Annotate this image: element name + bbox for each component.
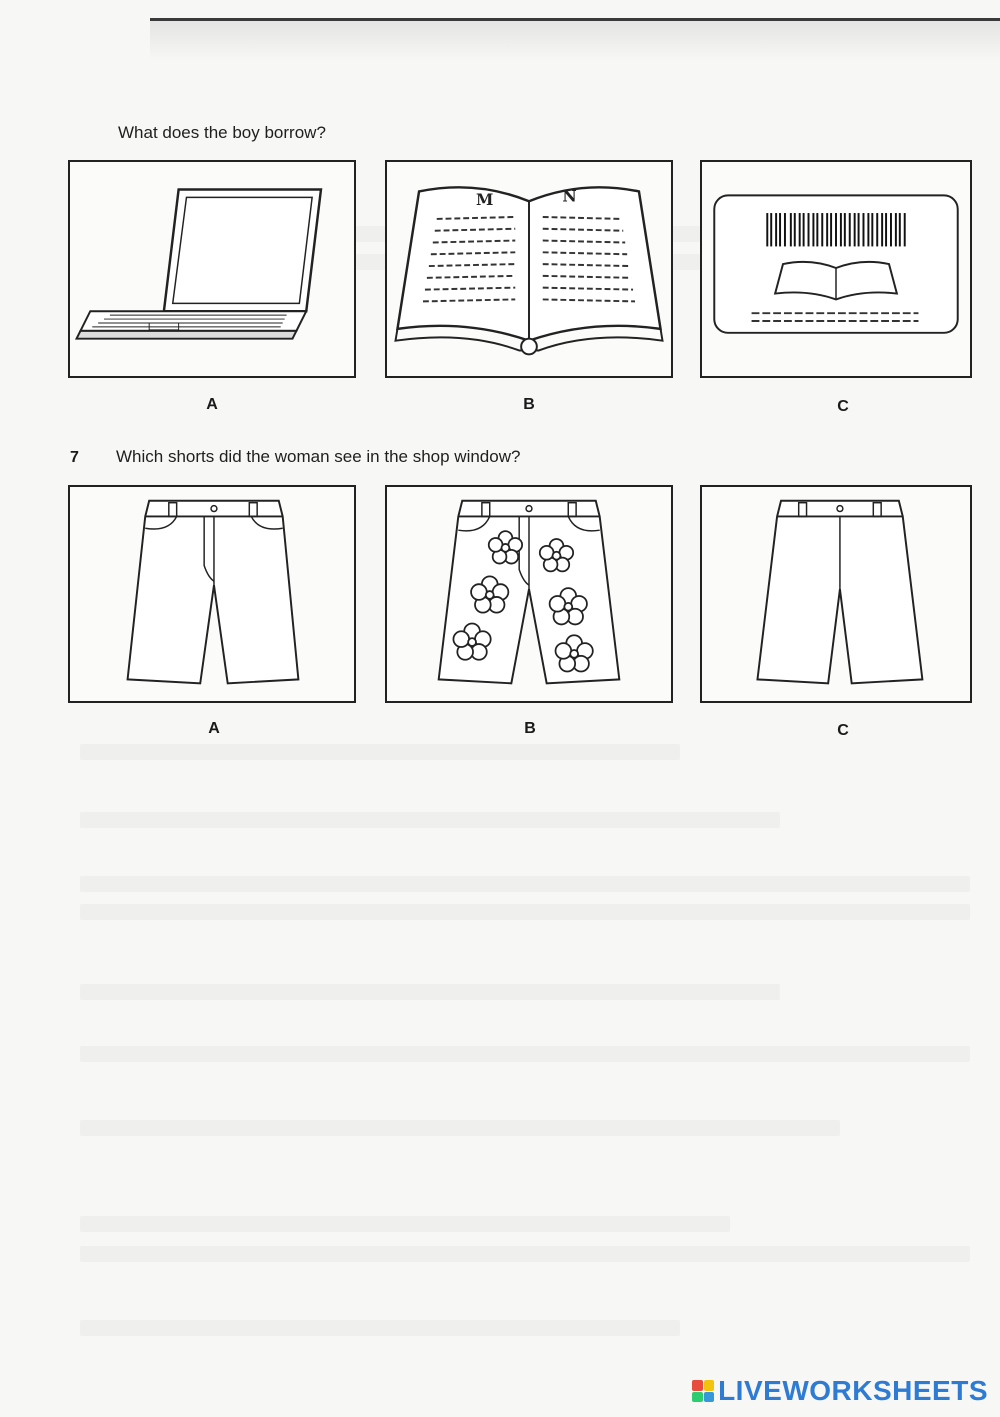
brand-name: LIVEWORKSHEETS bbox=[718, 1375, 988, 1406]
question-7-text: Which shorts did the woman see in the shop window? bbox=[116, 447, 521, 466]
q6-option-c-image[interactable] bbox=[700, 160, 972, 378]
laptop-icon bbox=[70, 162, 354, 376]
liveworksheets-brand bbox=[692, 1375, 988, 1407]
q7-option-a-label: A bbox=[208, 720, 220, 737]
q7-option-c-label: C bbox=[837, 722, 849, 739]
q7-option-b-label: B bbox=[524, 720, 536, 737]
library-card-icon bbox=[702, 162, 970, 376]
question-6-text: What does the boy borrow? bbox=[118, 123, 326, 142]
page-shadow bbox=[150, 21, 1000, 61]
q7-option-b-image[interactable] bbox=[385, 485, 673, 703]
book-icon bbox=[387, 162, 671, 376]
q6-option-a-image[interactable] bbox=[68, 160, 356, 378]
question-7-number: 7 bbox=[70, 449, 79, 466]
liveworksheets-logo-icon bbox=[692, 1380, 714, 1402]
book-letter-left: M bbox=[475, 190, 494, 210]
q7-option-a-image[interactable] bbox=[68, 485, 356, 703]
q6-option-b-label: B bbox=[523, 396, 535, 413]
flowered-shorts-icon bbox=[387, 487, 671, 701]
page-edge bbox=[150, 18, 1000, 21]
plain-shorts-pockets-icon bbox=[70, 487, 354, 701]
plain-shorts-icon bbox=[702, 487, 970, 701]
q6-option-b-image[interactable] bbox=[385, 160, 673, 378]
q6-option-c-label: C bbox=[837, 398, 849, 415]
q6-option-a-label: A bbox=[206, 396, 218, 413]
book-letter-right: N bbox=[562, 186, 577, 206]
q7-option-c-image[interactable] bbox=[700, 485, 972, 703]
